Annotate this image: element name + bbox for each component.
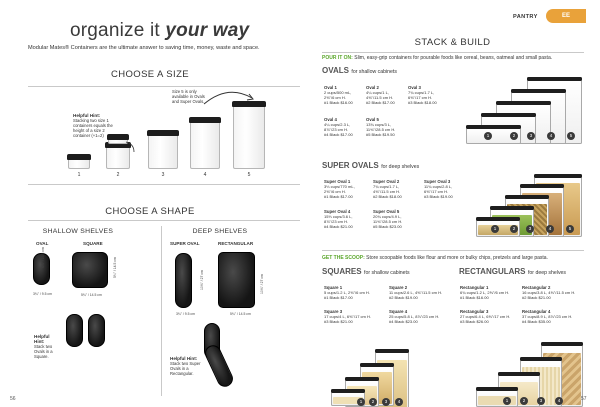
size-5-note: Size 5 is only available in Ovals and Super Ovals. (172, 89, 205, 104)
oval-number-badge: 1 (484, 132, 492, 140)
rectangular-width-dimension: 5¾" / 14.5 cm (230, 312, 251, 316)
super-oval-number-badge: 1 (491, 225, 499, 233)
square-number-badge: 4 (395, 398, 403, 406)
rectangulars-heading: RECTANGULARS for deep shelves (459, 267, 567, 276)
size-number: 3 (161, 172, 165, 178)
rectangular-number-badge: 2 (520, 397, 528, 405)
stack-arrow (124, 140, 140, 154)
square-height-dimension: 5¾" / 14.5 cm (113, 257, 117, 278)
rectangular-4-spec: Rectangular 4 37 cups/8.9 L, 8⅞"/23 cm H. #4 Black $35.00 (522, 309, 573, 324)
oval-2-spec: Oval 2 4¼ cups/1 L, 4⅝"/11.5 cm H. #2 Black $17.00 (366, 85, 395, 105)
size-1-container (68, 158, 90, 169)
rectangular-1-container (476, 390, 518, 407)
size-number: 5 (247, 172, 251, 178)
square-number-badge: 3 (382, 398, 390, 406)
stacked-super-oval-shape (202, 343, 235, 390)
pour-intro: POUR IT ON: Slim, easy-grip containers for pourable foods like cereal, beans, oatmeal and small pasta. (322, 55, 553, 61)
section-tab: EE (546, 9, 586, 23)
square-2-spec: Square 2 11 cups/2.6 L, 4⅝"/11.5 cm H. #2 Black $19.00 (389, 285, 443, 300)
page-number: 56 (10, 396, 16, 402)
section-tab-label: PANTRY (513, 14, 538, 20)
divider (28, 220, 300, 221)
divider (28, 184, 300, 185)
oval-number-badge: 5 (567, 132, 575, 140)
oval-number-badge: 2 (510, 132, 518, 140)
rectangular-label: RECTANGULAR (218, 241, 254, 246)
divider (322, 52, 584, 53)
choose-shape-heading: CHOOSE A SHAPE (105, 206, 195, 217)
oval-4-spec: Oval 4 4¼ cups/2.3 L, 8⅞"/23 cm H. #4 Black $17.00 (324, 117, 353, 137)
scoop-intro: GET THE SCOOP: Store scoopable foods like flour and more or bulky chips, pretzels and large pasta. (322, 255, 548, 261)
square-number-badge: 1 (357, 398, 365, 406)
super-oval-label: SUPER OVAL (170, 241, 200, 246)
page-title: organize it your way (70, 20, 250, 41)
rectangular-2-spec: Rectangular 2 16 cups/3.8 L, 4⅝"/11.5 cm H. #2 Black $21.00 (522, 285, 576, 300)
stack-build-heading: STACK & BUILD (414, 37, 491, 48)
page-number: 57 (581, 396, 587, 402)
super-oval-2-spec: Super Oval 2 7¾ cups/1.7 L, 4⅝"/11.5 cm H. #2 Black $18.00 (373, 179, 402, 199)
page-subtitle: Modular Mates® Containers are the ultimate answer to saving time, money, waste and space. (28, 45, 260, 51)
rectangular-lid-shape (218, 252, 255, 308)
rectangular-number-badge: 1 (503, 397, 511, 405)
super-oval-number-badge: 4 (546, 225, 554, 233)
super-oval-1-spec: Super Oval 1 3⅓ cups/770 mL, 2⅝"/6 cm H. #1 Black $17.00 (324, 179, 355, 199)
divider (322, 250, 584, 251)
super-oval-4-spec: Super Oval 4 15⅓ cups/3.6 L, 8⅞"/23 cm H. #4 Black $21.00 (324, 209, 353, 229)
rectangular-number-badge: 3 (537, 397, 545, 405)
size-5-container (233, 105, 265, 169)
curved-arrow (200, 86, 260, 106)
oval-5-spec: Oval 5 13¾ cups/3 L, 11⅜"/28.5 cm H. #5 Black $19.50 (366, 117, 396, 137)
size-number: 2 (116, 172, 120, 178)
size-4-container (190, 121, 220, 169)
oval-height-dimension: 6⅝" / 16.5 cm (41, 247, 45, 268)
super-oval-lid-shape (175, 253, 192, 308)
super-oval-number-badge: 2 (510, 225, 518, 233)
size-3-container (148, 134, 178, 169)
stacked-oval-shape (88, 314, 105, 347)
size-number: 1 (77, 172, 81, 178)
super-oval-3-spec: Super Oval 3 11¾ cups/2.8 L, 6⅝"/17 cm H. #3 Black $19.00 (424, 179, 453, 199)
square-number-badge: 2 (369, 398, 377, 406)
super-oval-width-dimension: 3¾" / 9.5 cm (176, 312, 195, 316)
deep-hint: Helpful Hint: Stack two Super Ovals in a Rectangular. (170, 356, 201, 376)
square-1-spec: Square 1 5 cups/1.2 L, 2⅝"/6 cm H. #1 Black $17.00 (324, 285, 370, 300)
squares-heading: SQUARES for shallow cabinets (322, 267, 410, 276)
rectangular-3-spec: Rectangular 3 27 cups/6.4 L, 6⅝"/17 cm H. #3 Black $26.00 (460, 309, 511, 324)
square-4-spec: Square 4 25 cups/5.8 L, 8⅞"/23 cm H. #4 Black $23.00 (389, 309, 440, 324)
square-label: SQUARE (83, 241, 103, 246)
rectangular-height-dimension: 10⅝" / 27 cm (260, 274, 264, 294)
choose-size-heading: CHOOSE A SIZE (110, 69, 190, 80)
square-width-dimension: 5¾" / 14.5 cm (81, 293, 102, 297)
super-oval-5-spec: Super Oval 5 20¾ cups/4.9 L, 11⅜"/28.5 cm H. #5 Black $23.00 (373, 209, 403, 229)
oval-number-badge: 3 (527, 132, 535, 140)
stacked-oval-shape (66, 314, 83, 347)
oval-1-spec: Oval 1 2 cups/500 mL, 2⅝"/6 cm H. #1 Black $16.00 (324, 85, 353, 105)
square-3-spec: Square 3 17 cups/4 L, 6⅝"/17 cm H. #3 Black $21.00 (324, 309, 371, 324)
ovals-heading: OVALS for shallow cabinets (322, 66, 397, 75)
oval-number-badge: 4 (547, 132, 555, 140)
shallow-hint: Helpful Hint: Stack two Ovals in a Square. (34, 334, 53, 359)
oval-label: OVAL (36, 241, 49, 246)
shallow-shelves-heading: SHALLOW SHELVES (42, 228, 114, 235)
size-hint: Helpful Hint: Stacking two size 1 containers equals the height of a size 2 container (+1=2) (73, 113, 113, 138)
oval-3-spec: Oval 3 7¾ cups/1.7 L, 6⅝"/17 cm H. #3 Black $18.00 (408, 85, 437, 105)
square-lid-shape (72, 252, 108, 288)
rectangular-1-spec: Rectangular 1 6¾ cups/1.2 L, 2⅝"/6 cm H. #1 Black $16.00 (460, 285, 510, 300)
size-number: 4 (203, 172, 207, 178)
super-ovals-heading: SUPER OVALS for deep shelves (322, 161, 420, 170)
super-oval-number-badge: 3 (526, 225, 534, 233)
rectangular-number-badge: 4 (555, 397, 563, 405)
super-oval-number-badge: 5 (566, 225, 574, 233)
super-oval-height-dimension: 10⅝" / 27 cm (200, 270, 204, 290)
divider (161, 226, 162, 396)
oval-width-dimension: 3¾" / 9.5 cm (33, 292, 52, 296)
deep-shelves-heading: DEEP SHELVES (192, 228, 248, 235)
